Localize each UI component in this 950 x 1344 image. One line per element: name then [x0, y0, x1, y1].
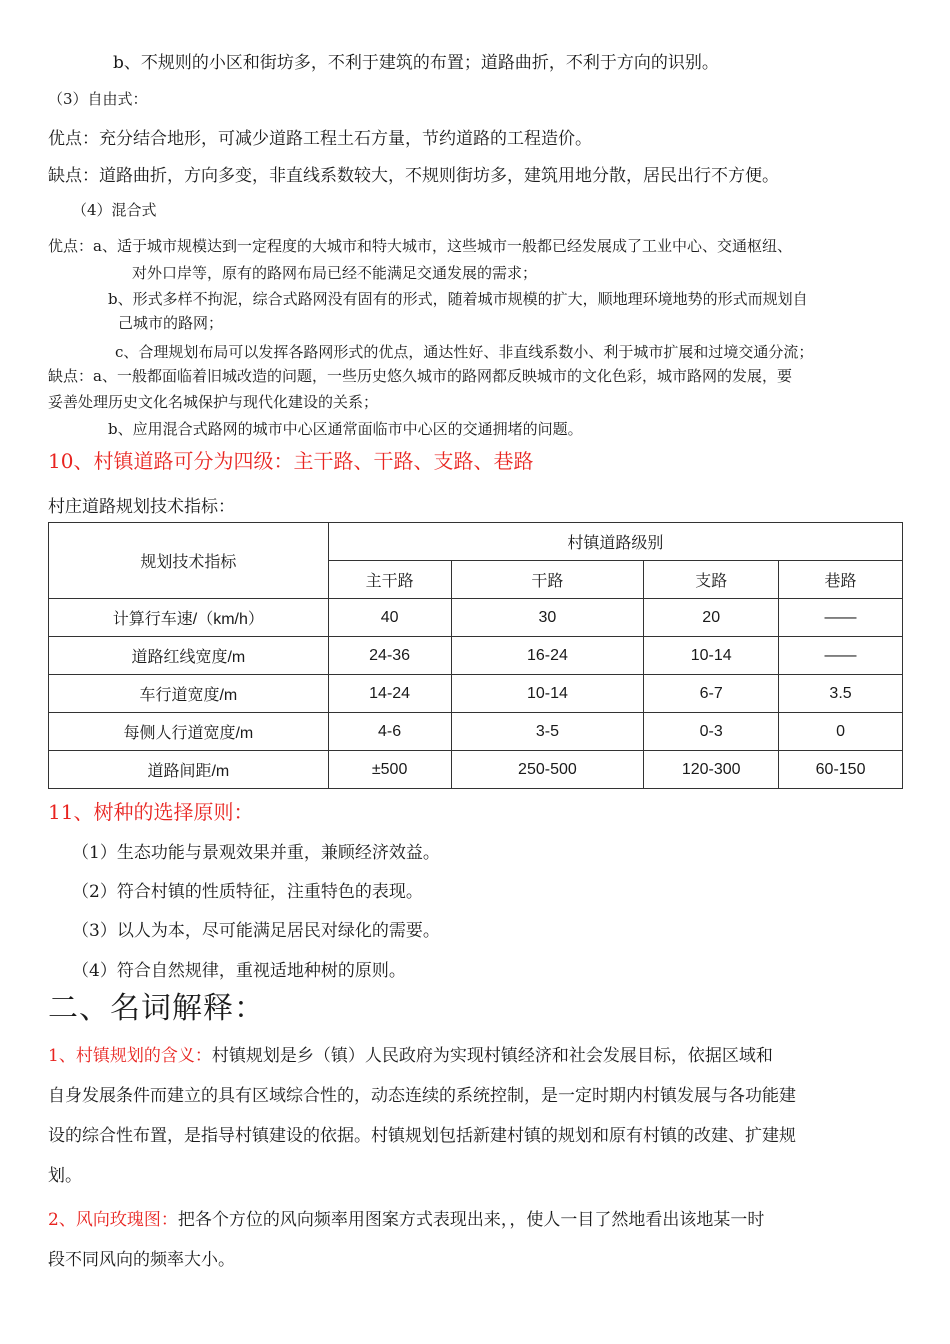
text-line: b、应用混合式路网的城市中心区通常面临市中心区的交通拥堵的问题。 — [108, 420, 583, 438]
table-cell: 10-14 — [451, 675, 644, 713]
subheading-free-style: （3）自由式： — [48, 90, 148, 108]
term-label: 2、风向玫瑰图： — [48, 1210, 178, 1230]
table-cell: ±500 — [328, 751, 451, 789]
table-cell: —— — [779, 637, 903, 675]
table-cell: 0 — [779, 713, 903, 751]
table-cell: 3.5 — [779, 675, 903, 713]
text-line: 优点：充分结合地形，可减少道路工程土石方量，节约道路的工程造价。 — [48, 129, 592, 149]
table-cell: 120-300 — [644, 751, 779, 789]
term-label: 1、村镇规划的含义： — [48, 1046, 212, 1066]
heading-10: 10、村镇道路可分为四级：主干路、干路、支路、巷路 — [48, 449, 534, 473]
road-spec-table — [48, 522, 903, 789]
table-cell: 60-150 — [779, 751, 903, 789]
term-definition-2 — [48, 1200, 908, 1280]
text-line: 优点：a、适于城市规模达到一定程度的大城市和特大城市，这些城市一般都已经发展成了工业中心、交通枢纽、 — [48, 237, 792, 255]
table-group-header: 村镇道路级别 — [328, 523, 902, 561]
column-header: 支路 — [644, 561, 779, 599]
text-line: b、不规则的小区和街坊多，不利于建筑的布置；道路曲折，不利于方向的识别。 — [113, 53, 719, 73]
definition-line: 自身发展条件而建立的具有区域综合性的，动态连续的系统控制，是一定时期内村镇发展与各功能建 — [48, 1086, 796, 1106]
list-item: （4）符合自然规律，重视适地种树的原则。 — [72, 961, 406, 981]
row-label: 每侧人行道宽度/m — [49, 713, 329, 751]
table-cell: 40 — [328, 599, 451, 637]
table-cell: 14-24 — [328, 675, 451, 713]
row-label: 车行道宽度/m — [49, 675, 329, 713]
column-header: 巷路 — [779, 561, 903, 599]
table-corner-header: 规划技术指标 — [49, 523, 329, 599]
table-cell: 10-14 — [644, 637, 779, 675]
text-line: c、合理规划布局可以发挥各路网形式的优点，通达性好、非直线系数小、利于城市扩展和过境交通分流； — [115, 343, 814, 361]
definition-line: 段不同风向的频率大小。 — [48, 1250, 235, 1270]
subheading-mixed-style: （4）混合式 — [72, 201, 157, 219]
table-row — [49, 751, 903, 789]
column-header: 干路 — [451, 561, 644, 599]
definition-line: 村镇规划是乡（镇）人民政府为实现村镇经济和社会发展目标，依据区域和 — [211, 1046, 773, 1066]
definition-line: 划。 — [48, 1166, 82, 1186]
text-line: 缺点：道路曲折，方向多变，非直线系数较大，不规则街坊多，建筑用地分散，居民出行不方便。 — [48, 166, 779, 186]
table-cell: 4-6 — [328, 713, 451, 751]
table-row — [49, 713, 903, 751]
list-item: （3）以人为本，尽可能满足居民对绿化的需要。 — [72, 921, 440, 941]
table-cell: 16-24 — [451, 637, 644, 675]
table-row — [49, 675, 903, 713]
table-cell: 20 — [644, 599, 779, 637]
table-cell: 0-3 — [644, 713, 779, 751]
list-item: （1）生态功能与景观效果并重，兼顾经济效益。 — [72, 843, 440, 863]
table-cell: 30 — [451, 599, 644, 637]
definition-line: 设的综合性布置，是指导村镇建设的依据。村镇规划包括新建村镇的规划和原有村镇的改建、扩建规 — [48, 1126, 796, 1146]
section-title: 二、名词解释： — [48, 991, 265, 1026]
table-row — [49, 599, 903, 637]
row-label: 计算行车速/（km/h） — [49, 599, 329, 637]
table-row — [49, 637, 903, 675]
text-line: 妥善处理历史文化名城保护与现代化建设的关系； — [48, 393, 379, 411]
table-cell: 6-7 — [644, 675, 779, 713]
heading-11: 11、树种的选择原则： — [48, 800, 254, 824]
definition-line: 把各个方位的风向频率用图案方式表现出来，，使人一目了然地看出该地某一时 — [177, 1210, 765, 1230]
table-caption: 村庄道路规划技术指标： — [48, 497, 235, 517]
table-cell: 24-36 — [328, 637, 451, 675]
text-line: b、形式多样不拘泥，综合式路网没有固有的形式，随着城市规模的扩大，顺地理环境地势的形式而规划自 — [108, 290, 808, 308]
row-label: 道路间距/m — [49, 751, 329, 789]
text-line: 己城市的路网； — [118, 314, 224, 332]
table-cell: 250-500 — [451, 751, 644, 789]
text-line: 缺点：a、一般都面临着旧城改造的问题，一些历史悠久城市的路网都反映城市的文化色彩，城市路网的发展，要 — [48, 367, 792, 385]
column-header: 主干路 — [328, 561, 451, 599]
row-label: 道路红线宽度/m — [49, 637, 329, 675]
text-line: 对外口岸等，原有的路网布局已经不能满足交通发展的需求； — [132, 264, 538, 282]
table-cell: —— — [779, 599, 903, 637]
table-cell: 3-5 — [451, 713, 644, 751]
list-item: （2）符合村镇的性质特征，注重特色的表现。 — [72, 882, 423, 902]
term-definition-1 — [48, 1036, 908, 1196]
